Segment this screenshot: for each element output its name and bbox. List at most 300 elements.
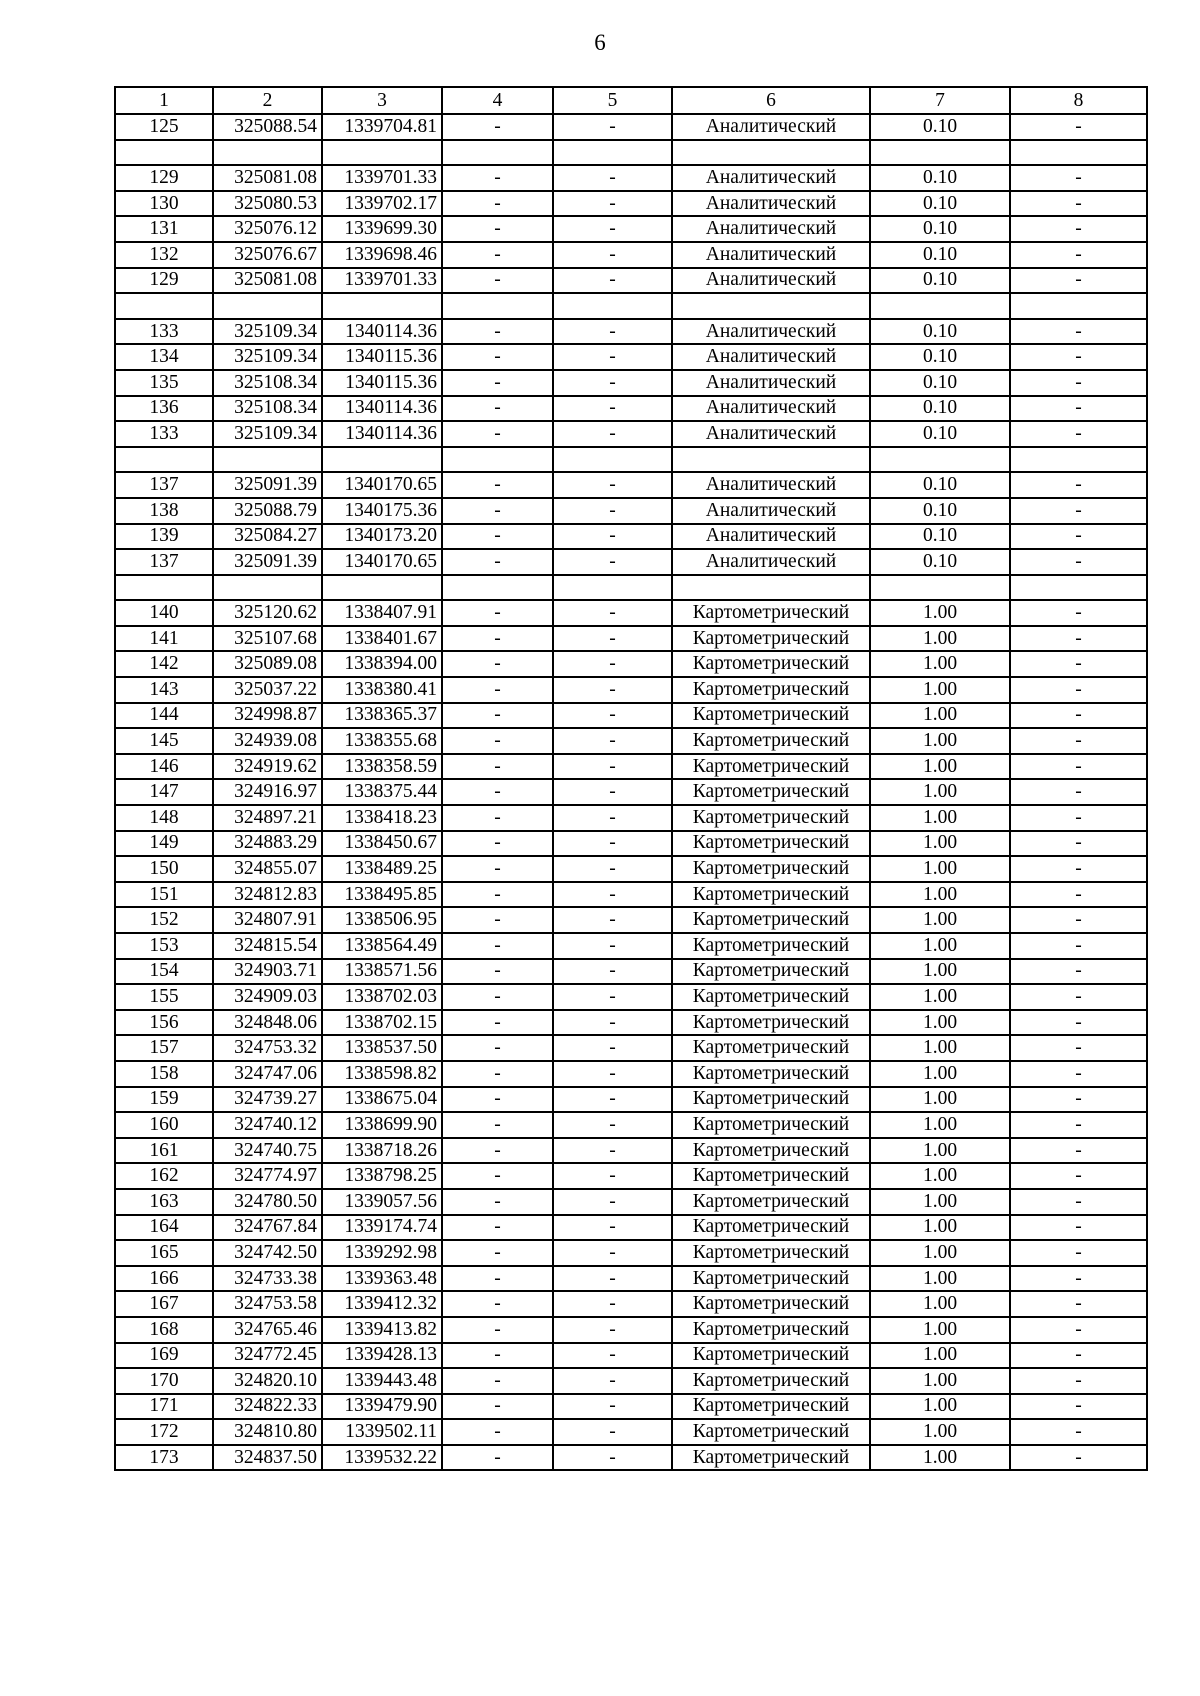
- column-5-cell: -: [553, 1061, 672, 1087]
- method-cell: Картометрический: [672, 1035, 870, 1061]
- y-coordinate-cell: 1340173.20: [322, 524, 442, 550]
- table-row: [115, 856, 1147, 882]
- y-coordinate-cell: 1338418.23: [322, 805, 442, 831]
- accuracy-cell: 1.00: [870, 1035, 1010, 1061]
- accuracy-cell: 1.00: [870, 1138, 1010, 1164]
- point-number-cell: 143: [115, 677, 213, 703]
- y-coordinate-cell: 1338598.82: [322, 1061, 442, 1087]
- table-row: [115, 165, 1147, 191]
- point-number-cell: 170: [115, 1368, 213, 1394]
- x-coordinate-cell: 324739.27: [213, 1087, 322, 1113]
- point-number-cell: 141: [115, 626, 213, 652]
- table-row: [115, 1138, 1147, 1164]
- accuracy-cell: 1.00: [870, 1317, 1010, 1343]
- x-coordinate-cell: 324909.03: [213, 984, 322, 1010]
- accuracy-cell: 0.10: [870, 165, 1010, 191]
- point-number-cell: 150: [115, 856, 213, 882]
- table-row: [115, 396, 1147, 422]
- x-coordinate-cell: 325108.34: [213, 396, 322, 422]
- x-coordinate-cell: 324772.45: [213, 1343, 322, 1369]
- y-coordinate-cell: 1340170.65: [322, 472, 442, 498]
- column-8-cell: -: [1010, 1061, 1147, 1087]
- column-8-cell: -: [1010, 703, 1147, 729]
- accuracy-cell: 1.00: [870, 831, 1010, 857]
- column-4-cell: -: [442, 728, 553, 754]
- point-number-cell: 162: [115, 1163, 213, 1189]
- y-coordinate-cell: [322, 447, 442, 473]
- table-row: [115, 242, 1147, 268]
- column-8-cell: -: [1010, 933, 1147, 959]
- column-8-cell: -: [1010, 114, 1147, 140]
- column-5-cell: -: [553, 677, 672, 703]
- table-row: [115, 524, 1147, 550]
- table-row: [115, 447, 1147, 473]
- method-cell: Картометрический: [672, 984, 870, 1010]
- method-cell: Картометрический: [672, 1138, 870, 1164]
- y-coordinate-cell: 1339292.98: [322, 1240, 442, 1266]
- point-number-cell: 146: [115, 754, 213, 780]
- method-cell: Аналитический: [672, 396, 870, 422]
- table-row: [115, 370, 1147, 396]
- accuracy-cell: 1.00: [870, 1445, 1010, 1471]
- column-5-cell: -: [553, 831, 672, 857]
- accuracy-cell: 1.00: [870, 779, 1010, 805]
- y-coordinate-cell: 1340114.36: [322, 396, 442, 422]
- table-row: [115, 1112, 1147, 1138]
- method-cell: Картометрический: [672, 907, 870, 933]
- y-coordinate-cell: 1340115.36: [322, 370, 442, 396]
- point-number-cell: 155: [115, 984, 213, 1010]
- column-5-cell: -: [553, 600, 672, 626]
- point-number-cell: 160: [115, 1112, 213, 1138]
- table-row: [115, 651, 1147, 677]
- y-coordinate-cell: 1339704.81: [322, 114, 442, 140]
- table-row: [115, 882, 1147, 908]
- method-cell: [672, 447, 870, 473]
- column-8-cell: -: [1010, 396, 1147, 422]
- method-cell: [672, 293, 870, 319]
- column-4-cell: -: [442, 600, 553, 626]
- column-8-cell: -: [1010, 1394, 1147, 1420]
- column-5-cell: -: [553, 907, 672, 933]
- table-row: [115, 421, 1147, 447]
- x-coordinate-cell: 324903.71: [213, 959, 322, 985]
- table-row: [115, 1368, 1147, 1394]
- y-coordinate-cell: 1338394.00: [322, 651, 442, 677]
- column-4-cell: [442, 447, 553, 473]
- method-cell: Картометрический: [672, 677, 870, 703]
- column-5-cell: -: [553, 933, 672, 959]
- y-coordinate-cell: 1339479.90: [322, 1394, 442, 1420]
- table-row: [115, 626, 1147, 652]
- method-cell: Картометрический: [672, 959, 870, 985]
- column-4-cell: -: [442, 1010, 553, 1036]
- table-row: [115, 1163, 1147, 1189]
- x-coordinate-cell: 325108.34: [213, 370, 322, 396]
- column-header: 7: [870, 87, 1010, 114]
- accuracy-cell: 0.10: [870, 549, 1010, 575]
- table-row: [115, 1215, 1147, 1241]
- table-row: [115, 549, 1147, 575]
- point-number-cell: 171: [115, 1394, 213, 1420]
- accuracy-cell: 1.00: [870, 1112, 1010, 1138]
- method-cell: Картометрический: [672, 1010, 870, 1036]
- column-8-cell: -: [1010, 677, 1147, 703]
- method-cell: Картометрический: [672, 626, 870, 652]
- column-4-cell: -: [442, 882, 553, 908]
- table-row: [115, 498, 1147, 524]
- x-coordinate-cell: 324765.46: [213, 1317, 322, 1343]
- x-coordinate-cell: 325080.53: [213, 191, 322, 217]
- column-4-cell: -: [442, 651, 553, 677]
- x-coordinate-cell: 324916.97: [213, 779, 322, 805]
- y-coordinate-cell: 1339363.48: [322, 1266, 442, 1292]
- y-coordinate-cell: 1338407.91: [322, 600, 442, 626]
- column-4-cell: -: [442, 1189, 553, 1215]
- table-body: [115, 87, 1147, 1470]
- x-coordinate-cell: [213, 293, 322, 319]
- method-cell: Аналитический: [672, 242, 870, 268]
- column-8-cell: -: [1010, 1138, 1147, 1164]
- table-row: [115, 959, 1147, 985]
- method-cell: Картометрический: [672, 831, 870, 857]
- column-5-cell: [553, 293, 672, 319]
- accuracy-cell: 1.00: [870, 882, 1010, 908]
- point-number-cell: 167: [115, 1291, 213, 1317]
- column-5-cell: -: [553, 472, 672, 498]
- method-cell: Картометрический: [672, 1087, 870, 1113]
- accuracy-cell: 1.00: [870, 1061, 1010, 1087]
- x-coordinate-cell: [213, 140, 322, 166]
- table-row: [115, 1266, 1147, 1292]
- x-coordinate-cell: 324742.50: [213, 1240, 322, 1266]
- column-4-cell: -: [442, 626, 553, 652]
- point-number-cell: 136: [115, 396, 213, 422]
- point-number-cell: 131: [115, 216, 213, 242]
- x-coordinate-cell: 324919.62: [213, 754, 322, 780]
- column-8-cell: -: [1010, 754, 1147, 780]
- accuracy-cell: 0.10: [870, 216, 1010, 242]
- column-4-cell: [442, 293, 553, 319]
- column-5-cell: -: [553, 1317, 672, 1343]
- y-coordinate-cell: 1339057.56: [322, 1189, 442, 1215]
- column-8-cell: -: [1010, 600, 1147, 626]
- column-8-cell: -: [1010, 779, 1147, 805]
- x-coordinate-cell: 325107.68: [213, 626, 322, 652]
- method-cell: Картометрический: [672, 1343, 870, 1369]
- column-4-cell: -: [442, 319, 553, 345]
- column-5-cell: -: [553, 319, 672, 345]
- accuracy-cell: 1.00: [870, 1394, 1010, 1420]
- column-5-cell: -: [553, 549, 672, 575]
- column-8-cell: -: [1010, 216, 1147, 242]
- column-5-cell: -: [553, 1394, 672, 1420]
- column-8-cell: -: [1010, 1343, 1147, 1369]
- column-4-cell: -: [442, 498, 553, 524]
- column-8-cell: -: [1010, 1189, 1147, 1215]
- method-cell: Картометрический: [672, 1215, 870, 1241]
- column-5-cell: -: [553, 421, 672, 447]
- y-coordinate-cell: 1338718.26: [322, 1138, 442, 1164]
- y-coordinate-cell: 1338365.37: [322, 703, 442, 729]
- point-number-cell: [115, 140, 213, 166]
- x-coordinate-cell: 325109.34: [213, 421, 322, 447]
- x-coordinate-cell: [213, 575, 322, 601]
- column-4-cell: -: [442, 984, 553, 1010]
- y-coordinate-cell: 1340170.65: [322, 549, 442, 575]
- column-8-cell: -: [1010, 728, 1147, 754]
- column-4-cell: -: [442, 1419, 553, 1445]
- point-number-cell: 158: [115, 1061, 213, 1087]
- column-5-cell: -: [553, 524, 672, 550]
- column-8-cell: -: [1010, 242, 1147, 268]
- column-8-cell: -: [1010, 1240, 1147, 1266]
- column-8-cell: [1010, 575, 1147, 601]
- accuracy-cell: 0.10: [870, 421, 1010, 447]
- y-coordinate-cell: 1339174.74: [322, 1215, 442, 1241]
- column-8-cell: -: [1010, 191, 1147, 217]
- column-5-cell: -: [553, 165, 672, 191]
- column-8-cell: -: [1010, 1215, 1147, 1241]
- point-number-cell: 149: [115, 831, 213, 857]
- x-coordinate-cell: 324753.58: [213, 1291, 322, 1317]
- column-5-cell: [553, 140, 672, 166]
- x-coordinate-cell: 324998.87: [213, 703, 322, 729]
- table-row: [115, 933, 1147, 959]
- y-coordinate-cell: 1339413.82: [322, 1317, 442, 1343]
- x-coordinate-cell: 324767.84: [213, 1215, 322, 1241]
- accuracy-cell: 0.10: [870, 344, 1010, 370]
- accuracy-cell: 1.00: [870, 1189, 1010, 1215]
- table-row: [115, 191, 1147, 217]
- column-5-cell: -: [553, 805, 672, 831]
- x-coordinate-cell: 325088.79: [213, 498, 322, 524]
- x-coordinate-cell: 324807.91: [213, 907, 322, 933]
- accuracy-cell: 0.10: [870, 268, 1010, 294]
- coordinates-table: [114, 86, 1148, 1471]
- accuracy-cell: 1.00: [870, 651, 1010, 677]
- point-number-cell: 154: [115, 959, 213, 985]
- x-coordinate-cell: 324780.50: [213, 1189, 322, 1215]
- accuracy-cell: [870, 575, 1010, 601]
- accuracy-cell: 0.10: [870, 242, 1010, 268]
- method-cell: [672, 575, 870, 601]
- column-8-cell: -: [1010, 165, 1147, 191]
- column-4-cell: [442, 575, 553, 601]
- table-row: [115, 779, 1147, 805]
- column-5-cell: -: [553, 882, 672, 908]
- column-4-cell: -: [442, 191, 553, 217]
- table-row: [115, 1189, 1147, 1215]
- accuracy-cell: 1.00: [870, 1419, 1010, 1445]
- column-4-cell: [442, 140, 553, 166]
- y-coordinate-cell: 1339532.22: [322, 1445, 442, 1471]
- column-8-cell: -: [1010, 421, 1147, 447]
- point-number-cell: 139: [115, 524, 213, 550]
- column-header: 5: [553, 87, 672, 114]
- method-cell: Аналитический: [672, 114, 870, 140]
- x-coordinate-cell: 325088.54: [213, 114, 322, 140]
- accuracy-cell: 1.00: [870, 805, 1010, 831]
- point-number-cell: 148: [115, 805, 213, 831]
- table-row: [115, 114, 1147, 140]
- table-row: [115, 472, 1147, 498]
- column-5-cell: -: [553, 754, 672, 780]
- column-4-cell: -: [442, 396, 553, 422]
- y-coordinate-cell: 1338506.95: [322, 907, 442, 933]
- point-number-cell: 142: [115, 651, 213, 677]
- table-row: [115, 1291, 1147, 1317]
- method-cell: Картометрический: [672, 1189, 870, 1215]
- column-5-cell: -: [553, 114, 672, 140]
- table-header-row: [115, 87, 1147, 114]
- column-8-cell: -: [1010, 1317, 1147, 1343]
- accuracy-cell: [870, 447, 1010, 473]
- y-coordinate-cell: 1340114.36: [322, 421, 442, 447]
- column-4-cell: -: [442, 677, 553, 703]
- accuracy-cell: 0.10: [870, 524, 1010, 550]
- accuracy-cell: 1.00: [870, 1163, 1010, 1189]
- y-coordinate-cell: 1340115.36: [322, 344, 442, 370]
- accuracy-cell: 1.00: [870, 1266, 1010, 1292]
- column-8-cell: -: [1010, 882, 1147, 908]
- table-row: [115, 1010, 1147, 1036]
- y-coordinate-cell: 1338489.25: [322, 856, 442, 882]
- accuracy-cell: 1.00: [870, 984, 1010, 1010]
- column-5-cell: -: [553, 242, 672, 268]
- column-5-cell: -: [553, 1343, 672, 1369]
- column-4-cell: -: [442, 1035, 553, 1061]
- y-coordinate-cell: 1339443.48: [322, 1368, 442, 1394]
- column-4-cell: -: [442, 1215, 553, 1241]
- column-header: 3: [322, 87, 442, 114]
- y-coordinate-cell: 1338702.03: [322, 984, 442, 1010]
- column-5-cell: -: [553, 703, 672, 729]
- point-number-cell: 129: [115, 268, 213, 294]
- y-coordinate-cell: 1340114.36: [322, 319, 442, 345]
- accuracy-cell: 1.00: [870, 1291, 1010, 1317]
- x-coordinate-cell: 325076.12: [213, 216, 322, 242]
- accuracy-cell: 1.00: [870, 626, 1010, 652]
- accuracy-cell: 0.10: [870, 191, 1010, 217]
- y-coordinate-cell: 1338495.85: [322, 882, 442, 908]
- column-4-cell: -: [442, 1394, 553, 1420]
- column-4-cell: -: [442, 1291, 553, 1317]
- x-coordinate-cell: 325089.08: [213, 651, 322, 677]
- point-number-cell: 140: [115, 600, 213, 626]
- column-4-cell: -: [442, 421, 553, 447]
- method-cell: Картометрический: [672, 1368, 870, 1394]
- column-4-cell: -: [442, 472, 553, 498]
- accuracy-cell: 0.10: [870, 114, 1010, 140]
- y-coordinate-cell: 1338401.67: [322, 626, 442, 652]
- column-8-cell: -: [1010, 959, 1147, 985]
- column-4-cell: -: [442, 779, 553, 805]
- column-4-cell: -: [442, 1317, 553, 1343]
- point-number-cell: 133: [115, 421, 213, 447]
- column-5-cell: -: [553, 779, 672, 805]
- x-coordinate-cell: 324822.33: [213, 1394, 322, 1420]
- y-coordinate-cell: 1338355.68: [322, 728, 442, 754]
- method-cell: Аналитический: [672, 524, 870, 550]
- x-coordinate-cell: 325084.27: [213, 524, 322, 550]
- column-header: 2: [213, 87, 322, 114]
- method-cell: [672, 140, 870, 166]
- y-coordinate-cell: 1338564.49: [322, 933, 442, 959]
- x-coordinate-cell: 324897.21: [213, 805, 322, 831]
- method-cell: Аналитический: [672, 498, 870, 524]
- y-coordinate-cell: [322, 140, 442, 166]
- table-row: [115, 1419, 1147, 1445]
- table-row: [115, 140, 1147, 166]
- point-number-cell: 130: [115, 191, 213, 217]
- accuracy-cell: 1.00: [870, 856, 1010, 882]
- column-5-cell: -: [553, 191, 672, 217]
- accuracy-cell: 1.00: [870, 1215, 1010, 1241]
- method-cell: Аналитический: [672, 165, 870, 191]
- column-8-cell: -: [1010, 498, 1147, 524]
- x-coordinate-cell: 324774.97: [213, 1163, 322, 1189]
- point-number-cell: 125: [115, 114, 213, 140]
- table-row: [115, 319, 1147, 345]
- accuracy-cell: 0.10: [870, 472, 1010, 498]
- x-coordinate-cell: 325109.34: [213, 344, 322, 370]
- point-number-cell: [115, 575, 213, 601]
- x-coordinate-cell: 324740.12: [213, 1112, 322, 1138]
- y-coordinate-cell: 1338699.90: [322, 1112, 442, 1138]
- column-4-cell: -: [442, 933, 553, 959]
- column-5-cell: -: [553, 1087, 672, 1113]
- column-5-cell: -: [553, 728, 672, 754]
- column-8-cell: -: [1010, 907, 1147, 933]
- table-row: [115, 677, 1147, 703]
- point-number-cell: 173: [115, 1445, 213, 1471]
- column-8-cell: -: [1010, 1419, 1147, 1445]
- column-8-cell: -: [1010, 1266, 1147, 1292]
- accuracy-cell: 1.00: [870, 959, 1010, 985]
- column-5-cell: -: [553, 1240, 672, 1266]
- method-cell: Картометрический: [672, 1419, 870, 1445]
- x-coordinate-cell: 324753.32: [213, 1035, 322, 1061]
- column-5-cell: -: [553, 626, 672, 652]
- table-row: [115, 1087, 1147, 1113]
- method-cell: Картометрический: [672, 651, 870, 677]
- column-8-cell: -: [1010, 651, 1147, 677]
- table-row: [115, 1343, 1147, 1369]
- column-4-cell: -: [442, 1240, 553, 1266]
- x-coordinate-cell: 324810.80: [213, 1419, 322, 1445]
- column-8-cell: -: [1010, 1163, 1147, 1189]
- column-8-cell: -: [1010, 370, 1147, 396]
- column-4-cell: -: [442, 831, 553, 857]
- x-coordinate-cell: 324855.07: [213, 856, 322, 882]
- y-coordinate-cell: 1338798.25: [322, 1163, 442, 1189]
- x-coordinate-cell: 325081.08: [213, 268, 322, 294]
- column-4-cell: -: [442, 754, 553, 780]
- column-5-cell: -: [553, 396, 672, 422]
- point-number-cell: 133: [115, 319, 213, 345]
- y-coordinate-cell: 1338380.41: [322, 677, 442, 703]
- column-header: 4: [442, 87, 553, 114]
- method-cell: Картометрический: [672, 1317, 870, 1343]
- accuracy-cell: 0.10: [870, 396, 1010, 422]
- column-5-cell: -: [553, 1291, 672, 1317]
- accuracy-cell: 1.00: [870, 1368, 1010, 1394]
- column-8-cell: -: [1010, 626, 1147, 652]
- y-coordinate-cell: 1338375.44: [322, 779, 442, 805]
- method-cell: Картометрический: [672, 1291, 870, 1317]
- x-coordinate-cell: 324837.50: [213, 1445, 322, 1471]
